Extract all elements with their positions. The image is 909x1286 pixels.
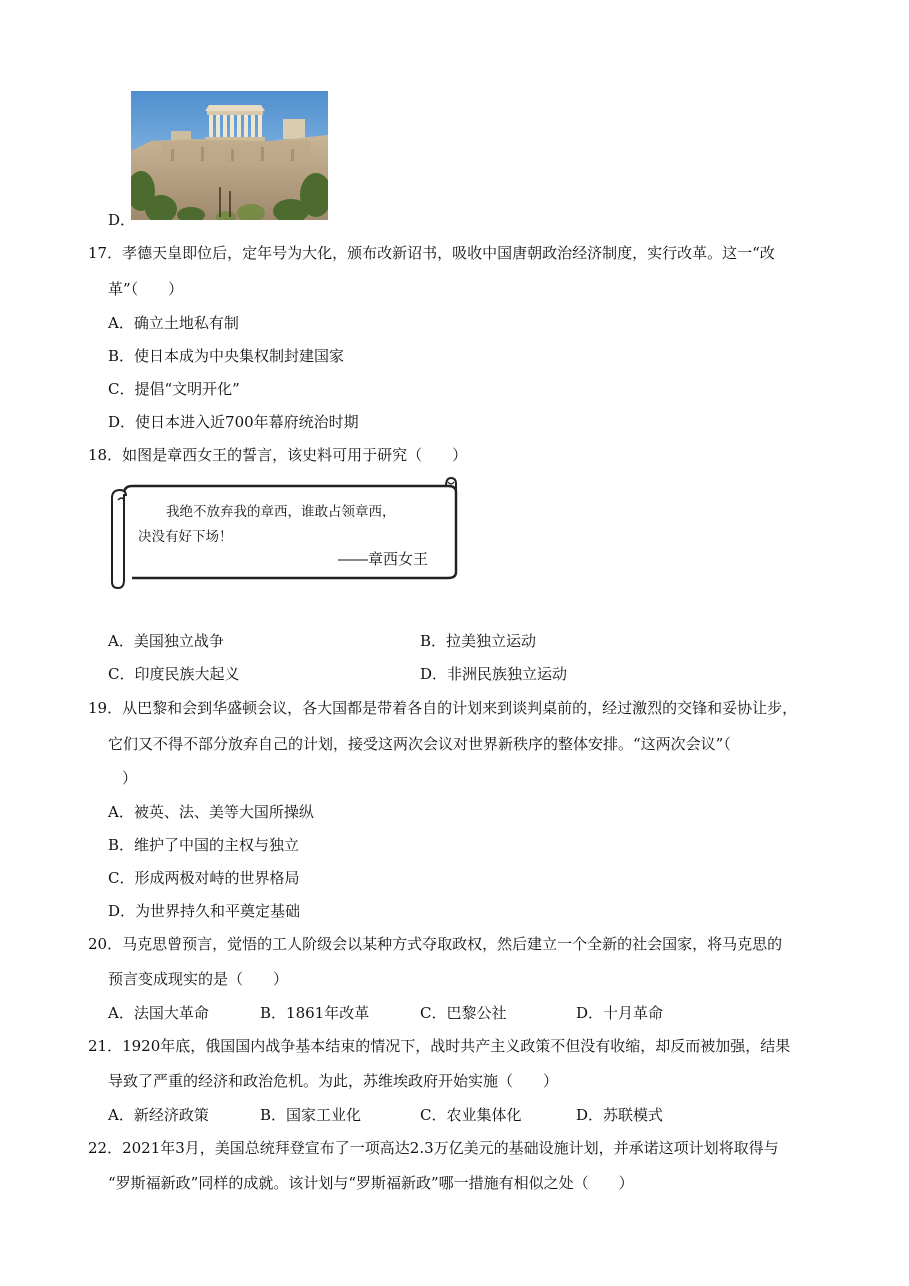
option-a[interactable]: A．新经济政策 [108,1106,209,1124]
question-19-text-cont: 它们又不得不部分放弃自己的计划，接受这两次会议对世界新秩序的整体安排。“这两次会议”（ [108,735,731,753]
option-a[interactable]: A．被英、法、美等大国所操纵 [108,803,314,821]
question-22-text: 22．2021年3月，美国总统拜登宣布了一项高达2.3万亿美元的基础设施计划，并承诺这项计划将取得与 [88,1139,779,1157]
question-22-text-cont: “罗斯福新政”同样的成就。该计划与“罗斯福新政”哪一措施有相似之处（ ） [108,1174,634,1192]
quote-signature: ——章西女王 [338,551,429,568]
question-21-text-cont: 导致了严重的经济和政治危机。为此，苏维埃政府开始实施（ ） [108,1072,559,1090]
option-b[interactable]: B．维护了中国的主权与独立 [108,836,300,854]
option-c[interactable]: C．印度民族大起义 [108,665,240,683]
option-b[interactable]: B．使日本成为中央集权制封建国家 [108,347,345,365]
question-21-text: 21．1920年底，俄国国内战争基本结束的情况下，战时共产主义政策不但没有收缩，却反而被加强，结果 [88,1037,791,1055]
option-d[interactable]: D．为世界持久和平奠定基础 [108,902,301,920]
option-d[interactable]: D．苏联模式 [576,1106,664,1124]
question-19-text: 19．从巴黎和会到华盛顿会议，各大国都是带着各自的计划来到谈判桌前的，经过激烈的交锋和妥协让步， [88,699,798,717]
question-20-text-cont: 预言变成现实的是（ ） [108,970,289,988]
question-17-text-cont: 革”（ ） [108,280,184,298]
option-c[interactable]: C．农业集体化 [420,1106,522,1124]
question-20-text: 20．马克思曾预言，觉悟的工人阶级会以某种方式夺取政权，然后建立一个全新的社会国家，将马克思的 [88,935,783,953]
option-a[interactable]: A．确立土地私有制 [108,314,239,332]
option-a[interactable]: A．美国独立战争 [108,632,224,650]
quote-line-1: 我绝不放弃我的章西，谁敢占领章西， [166,504,396,520]
quote-line-2: 决没有好下场！ [138,529,233,545]
quote-scroll [110,476,460,591]
option-b[interactable]: B．国家工业化 [260,1106,362,1124]
option-d[interactable]: D．十月革命 [576,1004,664,1022]
option-c[interactable]: C．巴黎公社 [420,1004,507,1022]
parthenon-image [131,91,328,220]
option-c[interactable]: C．提倡“文明开化” [108,380,240,398]
option-d[interactable]: D．非洲民族独立运动 [420,665,568,683]
option-b[interactable]: B．拉美独立运动 [420,632,537,650]
question-17-text: 17．孝德天皇即位后，定年号为大化，颁布改新诏书，吸收中国唐朝政治经济制度，实行改革。这一“改 [88,244,775,262]
option-a[interactable]: A．法国大革命 [108,1004,209,1022]
option-d-label: D． [108,211,136,229]
question-18-text: 18．如图是章西女王的誓言，该史料可用于研究（ ） [88,446,468,464]
option-b[interactable]: B．1861年改革 [260,1004,370,1022]
option-d[interactable]: D．使日本进入近700年幕府统治时期 [108,413,359,431]
question-19-text-end: ） [122,769,138,787]
option-c[interactable]: C．形成两极对峙的世界格局 [108,869,300,887]
